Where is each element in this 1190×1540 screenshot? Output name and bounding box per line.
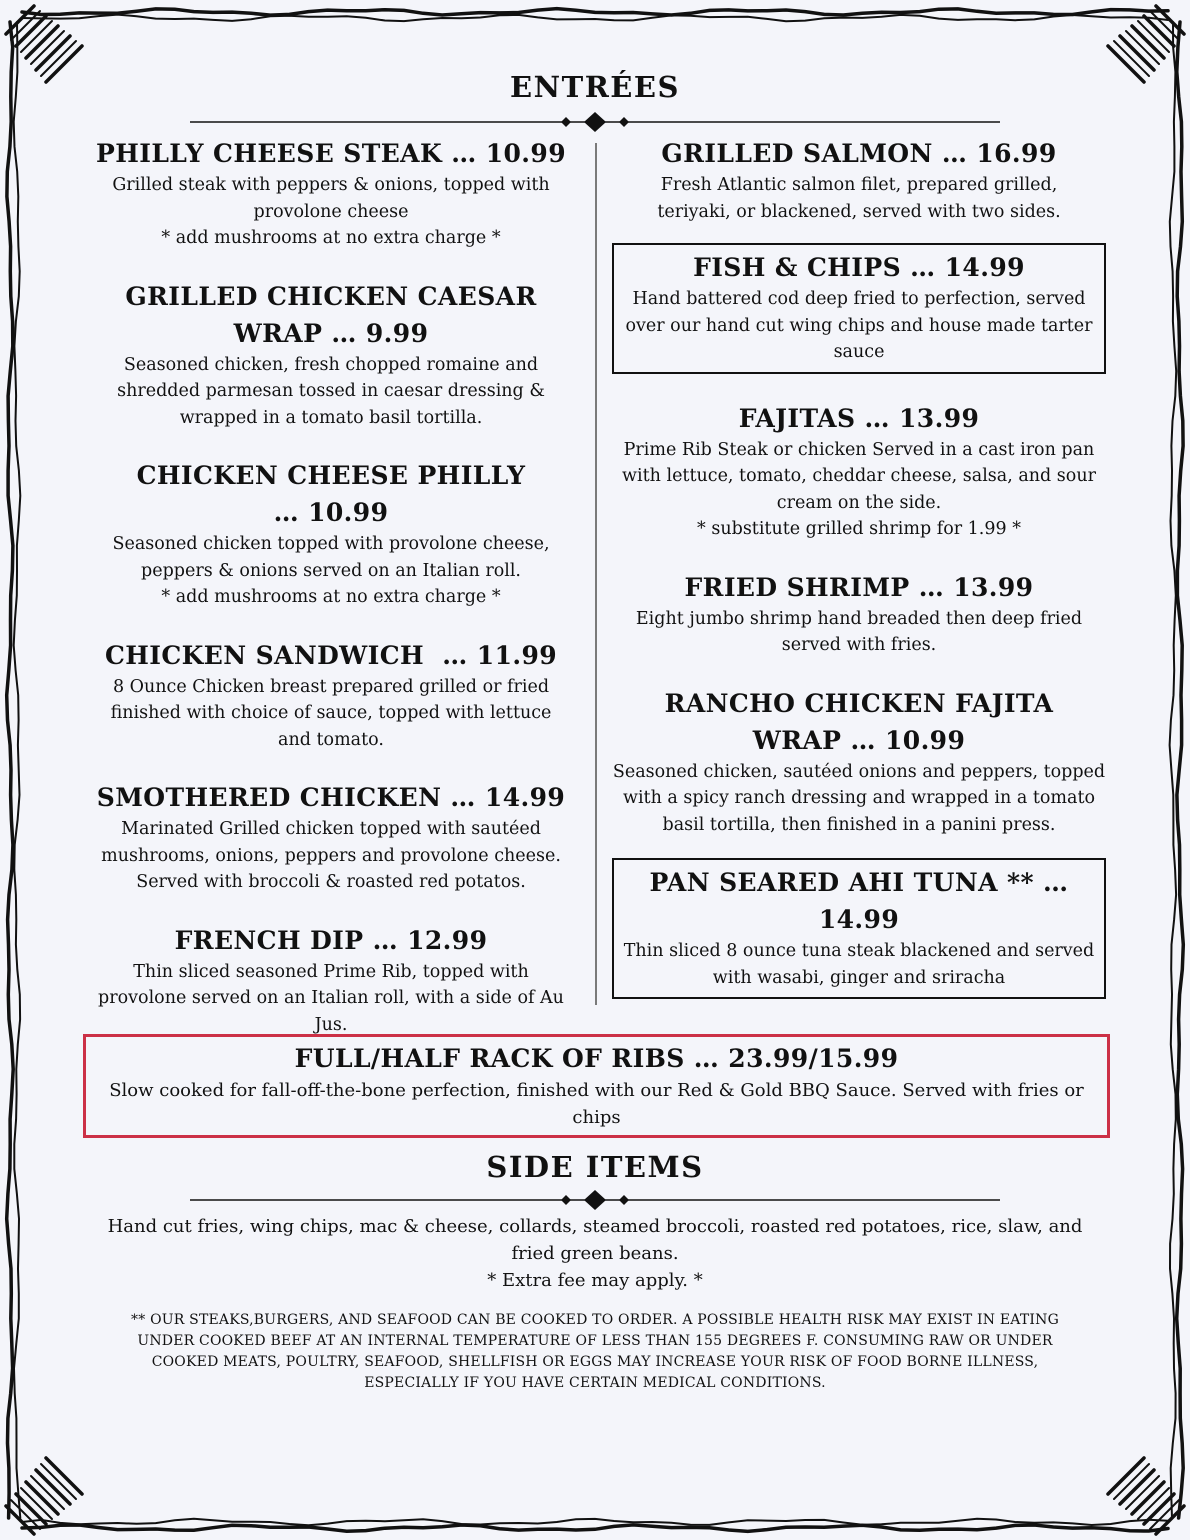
item-description: Hand battered cod deep fried to perfection, served over our hand cut wing chips and house made tarter sauce <box>625 289 1093 362</box>
item-title: FRIED SHRIMP … 13.99 <box>684 572 1034 602</box>
menu-item <box>612 400 1106 543</box>
item-title: PHILLY CHEESE STEAK … 10.99 <box>96 139 566 168</box>
item-description: Marinated Grilled chicken topped with sautéed mushrooms, onions, peppers and provolone cheese. Served with broccoli & roasted red potatos. <box>101 819 561 892</box>
menu-item <box>92 278 570 432</box>
item-description: Seasoned chicken, sautéed onions and peppers, topped with a spicy ranch dressing and wrapped in a tomato basil tortilla, then finished in a panini press. <box>612 761 1106 835</box>
ornament-divider <box>190 1190 1000 1210</box>
item-title: CHICKEN SANDWICH … 11.99 <box>104 640 558 670</box>
menu-item <box>92 637 570 754</box>
menu-item <box>612 569 1106 659</box>
item-description: Seasoned chicken topped with provolone cheese, peppers & onions served on an Italian roll. <box>112 534 550 581</box>
item-title: GRILLED SALMON … 16.99 <box>661 139 1057 168</box>
item-description: Fresh Atlantic salmon filet, prepared grilled, teriyaki, or blackened, served with two sides. <box>657 175 1061 222</box>
side-items-note: * Extra fee may apply. * <box>487 1270 703 1291</box>
ribs-feature-box <box>83 1034 1110 1138</box>
side-items-description: Hand cut fries, wing chips, mac & cheese, collards, steamed broccoli, roasted red potatoes, rice, slaw, and fried green beans. <box>107 1216 1083 1264</box>
item-note: * substitute grilled shrimp for 1.99 * <box>697 519 1021 539</box>
item-note: * add mushrooms at no extra charge * <box>161 228 501 248</box>
menu-item <box>92 457 570 611</box>
menu-item <box>92 135 570 252</box>
side-items <box>100 1213 1090 1294</box>
item-description: Grilled steak with peppers & onions, topped with provolone cheese <box>112 175 550 222</box>
entrees-right-column <box>612 135 1106 1025</box>
menu-item <box>612 685 1106 839</box>
side-items-heading: SIDE ITEMS <box>486 1150 704 1184</box>
entrees-heading: ENTRÉES <box>510 70 680 104</box>
menu-item <box>612 135 1106 225</box>
item-description: Thin sliced 8 ounce tuna steak blackened and served with wasabi, ginger and sriracha <box>623 941 1095 988</box>
item-description: 8 Ounce Chicken breast prepared grilled or fried finished with choice of sauce, topped with lettuce and tomato. <box>110 676 552 750</box>
item-title: SMOTHERED CHICKEN … 14.99 <box>96 783 566 812</box>
item-description: Slow cooked for fall-off-the-bone perfection, finished with our Red & Gold BBQ Sauce. Served with fries or chips <box>109 1080 1084 1128</box>
item-description: Thin sliced seasoned Prime Rib, topped with provolone served on an Italian roll, with a side of Au Jus. <box>98 961 564 1035</box>
ornament-divider <box>190 112 1000 132</box>
column-divider <box>595 143 597 1005</box>
menu-item <box>92 922 570 1039</box>
item-title: FAJITAS … 13.99 <box>738 403 980 433</box>
item-title: PAN SEARED AHI TUNA ** … 14.99 <box>649 868 1069 934</box>
item-description: Eight jumbo shrimp hand breaded then deep fried served with fries. <box>635 608 1083 655</box>
item-title: FISH & CHIPS … 14.99 <box>693 253 1025 282</box>
health-disclaimer: ** OUR STEAKS,BURGERS, AND SEAFOOD CAN BE COOKED TO ORDER. A POSSIBLE HEALTH RISK MAY EXIST IN EATING UNDER COOKED BEEF AT AN INTERNAL TEMPERATURE OF LESS THAN 155 DEGREES F. CONSUMING RAW OR UNDER COOKED MEATS, POULTRY, SEAFOOD, SHELLFISH OR EGGS MAY INCREASE YOUR RISK OF FOOD BORNE ILLNESS, ESPECIALLY IF YOU HAVE CERTAIN MEDICAL CONDITIONS. <box>131 1312 1059 1391</box>
entrees-left-column <box>92 135 570 1064</box>
item-title: CHICKEN CHEESE PHILLY … 10.99 <box>136 461 526 527</box>
item-description: Seasoned chicken, fresh chopped romaine and shredded parmesan tossed in caesar dressing & wrapped in a tomato basil tortilla. <box>117 354 545 428</box>
item-title: RANCHO CHICKEN FAJITA WRAP … 10.99 <box>664 688 1054 755</box>
menu-item-boxed <box>612 243 1106 374</box>
item-title: GRILLED CHICKEN CAESAR WRAP … 9.99 <box>125 281 537 348</box>
menu-item <box>92 779 570 896</box>
item-title: FULL/HALF RACK OF RIBS … 23.99/15.99 <box>294 1044 899 1073</box>
item-description: Prime Rib Steak or chicken Served in a cast iron pan with lettuce, tomato, cheddar cheese, salsa, and sour cream on the side. <box>622 439 1096 513</box>
item-note: * add mushrooms at no extra charge * <box>161 587 501 607</box>
item-title: FRENCH DIP … 12.99 <box>174 925 488 955</box>
menu-item-boxed <box>612 858 1106 999</box>
